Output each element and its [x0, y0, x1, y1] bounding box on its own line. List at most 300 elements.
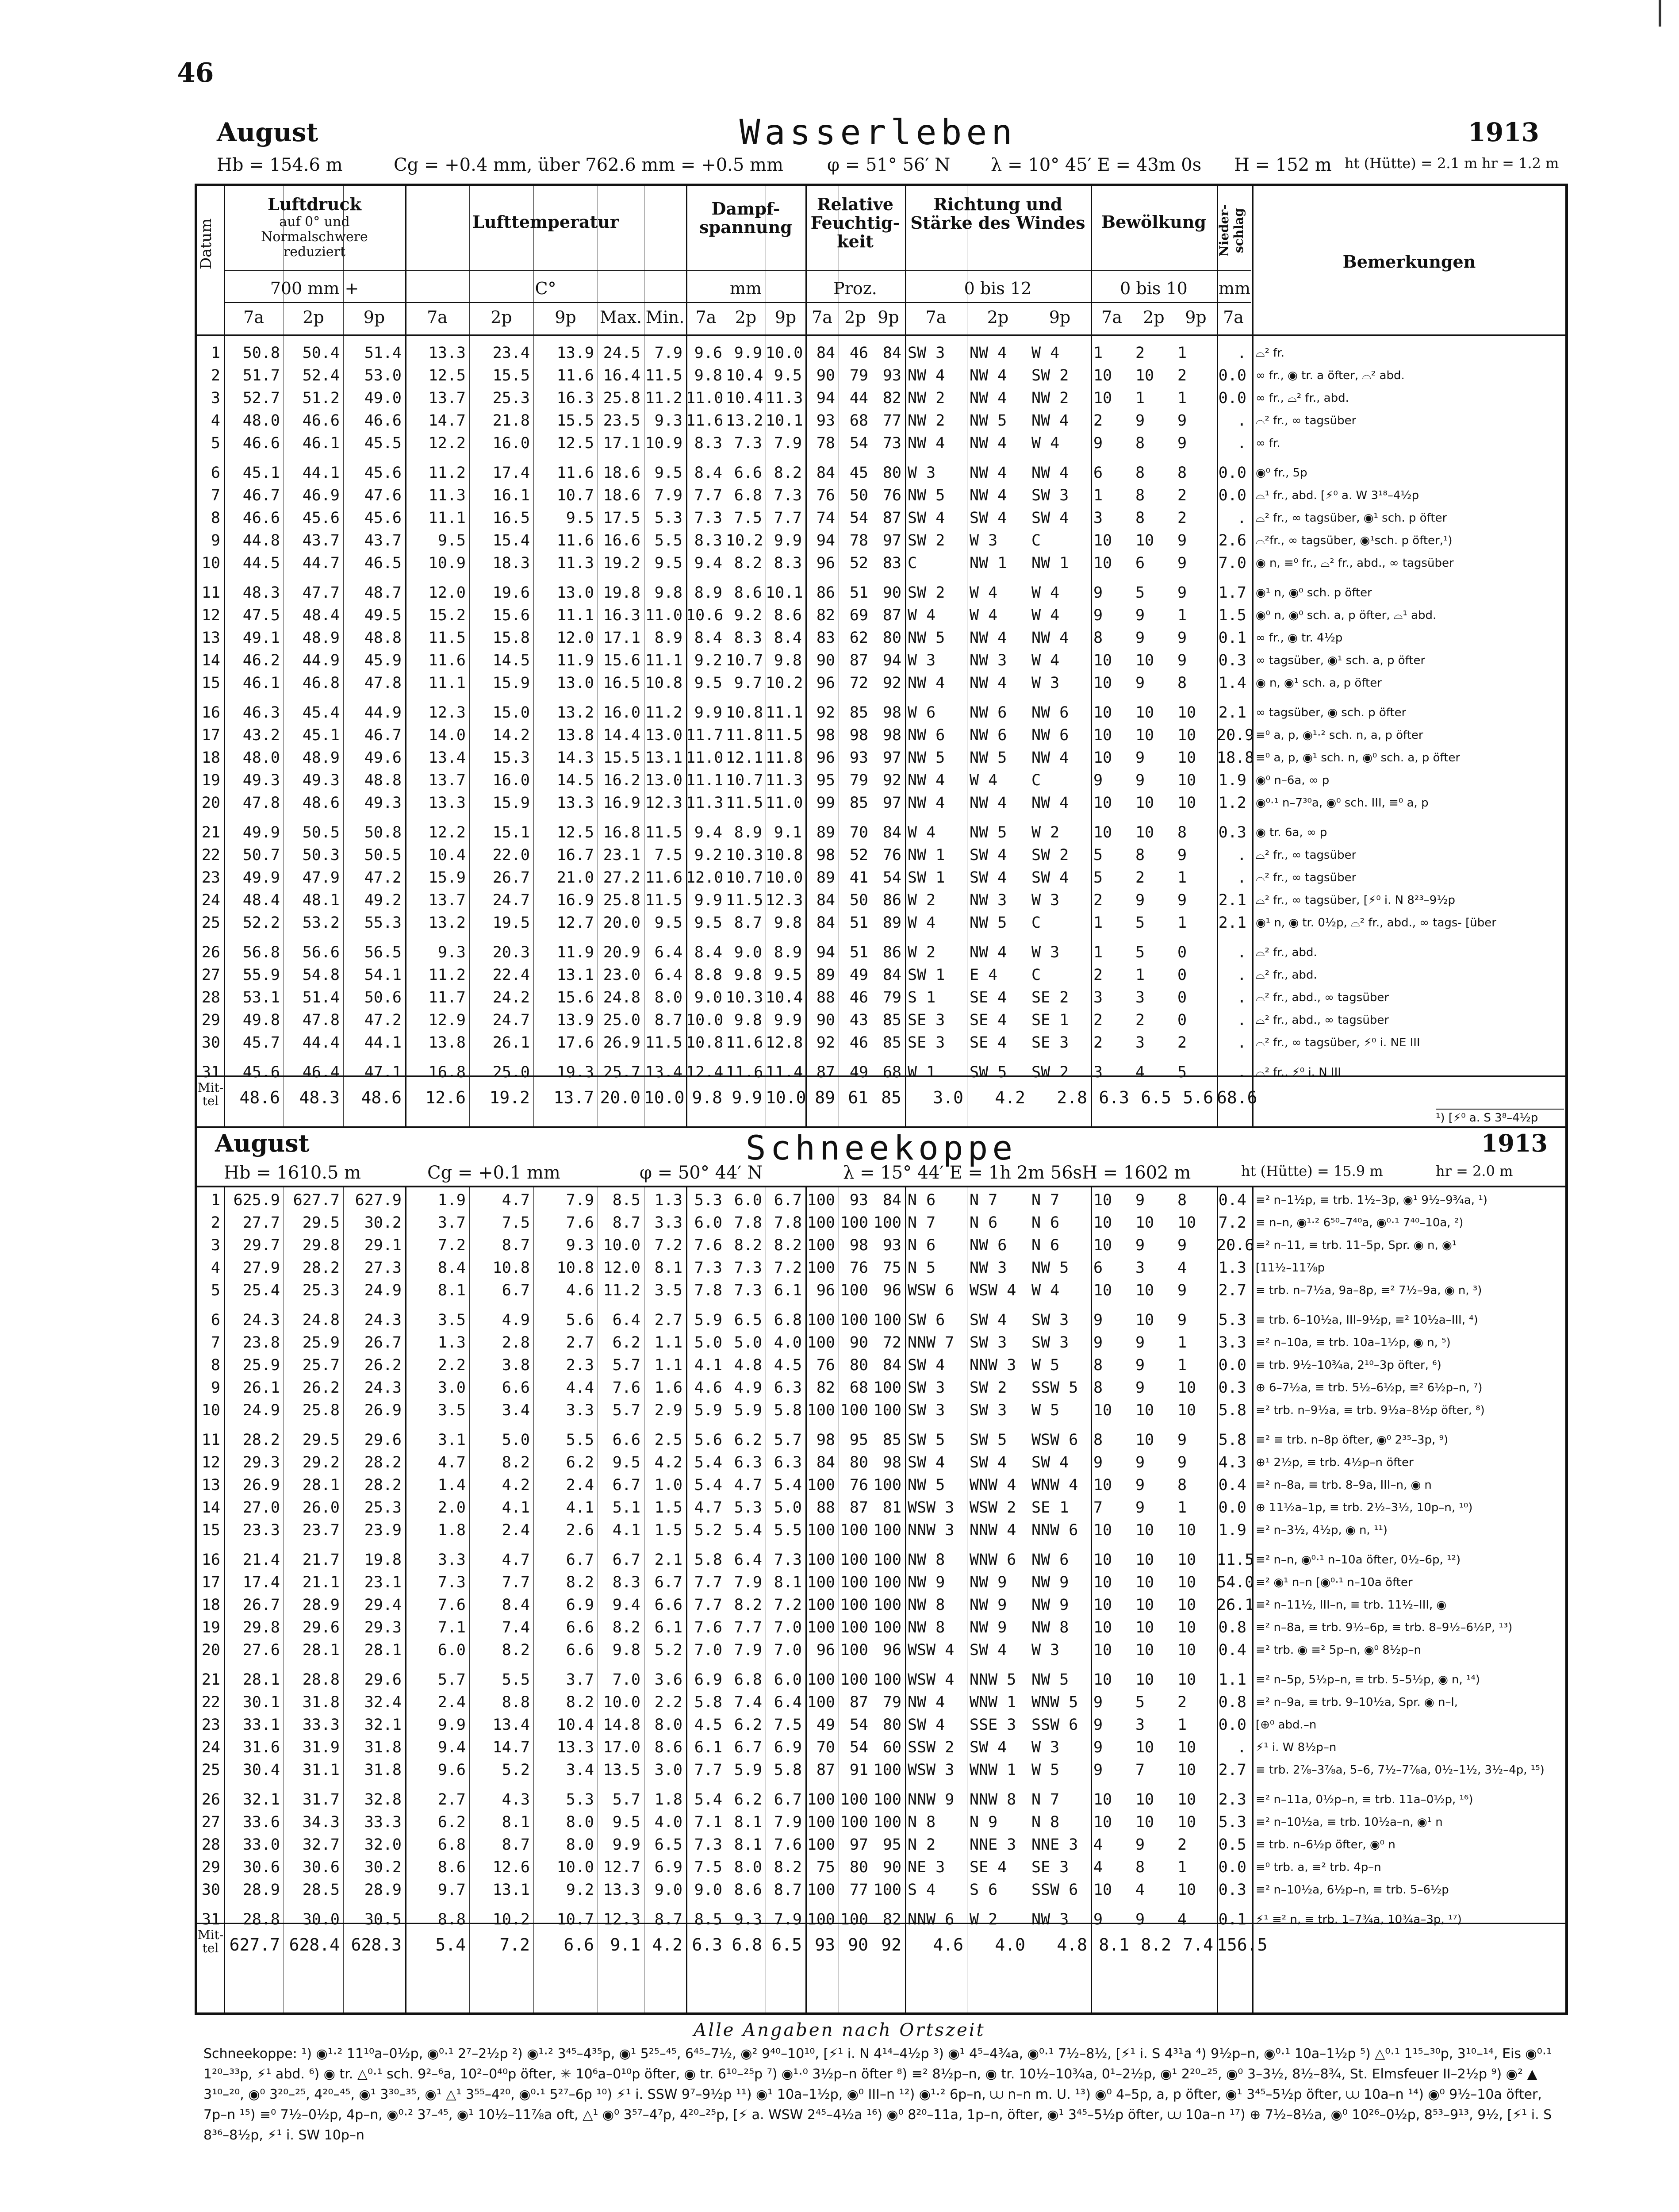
value-cell: 51 [849, 584, 868, 602]
value-cell: 8.3 [612, 1574, 640, 1591]
mittel-value: 6.5 [1141, 1088, 1171, 1107]
value-cell: 17.1 [603, 629, 640, 647]
value-cell: 5.5 [566, 1431, 594, 1449]
value-cell: 8.0 [566, 1836, 594, 1854]
value-cell: 7.0 [694, 1641, 722, 1659]
day-cell: 11 [201, 1431, 220, 1449]
value-cell: NW 4 [1031, 794, 1069, 812]
value-cell: 98 [882, 726, 901, 744]
value-cell: 5.9 [694, 1402, 722, 1419]
mittel-value: 156.5 [1217, 1935, 1268, 1955]
value-cell: 43.7 [364, 532, 402, 549]
value-cell: 1.8 [654, 1791, 682, 1809]
value-cell: 23.4 [492, 344, 530, 362]
value-cell: NW 4 [970, 674, 1007, 692]
value-cell: 72 [882, 1334, 901, 1352]
value-cell: 6.6 [502, 1379, 530, 1397]
table-row [197, 1453, 1565, 1472]
value-cell: 7.5 [694, 1859, 722, 1876]
value-cell: 82 [816, 1379, 835, 1397]
value-cell: 16.2 [603, 772, 640, 789]
value-cell: 7 [1135, 1761, 1145, 1779]
value-cell: 8 [1177, 1476, 1187, 1494]
value-cell: 7.3 [694, 509, 722, 527]
value-cell: 8.3 [694, 434, 722, 452]
value-cell: 94 [882, 652, 901, 669]
value-cell: 11.7 [428, 989, 466, 1006]
value-cell: 24.3 [242, 1311, 280, 1329]
day-cell: 15 [201, 1521, 220, 1539]
value-cell: S 4 [908, 1881, 936, 1899]
value-cell: 10.4 [726, 367, 763, 384]
table-row [197, 1190, 1565, 1210]
value-cell: 99 [816, 794, 835, 812]
day-cell: 12 [201, 1454, 220, 1471]
value-cell: 2.0 [437, 1499, 466, 1517]
value-cell: 28.1 [242, 1671, 280, 1689]
value-cell: SE 3 [908, 1011, 945, 1029]
value-cell: 9.9 [694, 891, 722, 909]
value-cell: NW 3 [1031, 1911, 1069, 1928]
table-row [197, 1213, 1565, 1233]
value-cell: 14.5 [556, 772, 594, 789]
value-cell: 0.8 [1218, 1619, 1246, 1636]
value-cell: 52.2 [242, 914, 280, 932]
remark-cell: ⊕ 11½a–1p, ≡ trb. 2½–3½, 10p–n, ¹⁰) [1256, 1501, 1473, 1514]
value-cell: 14.4 [603, 726, 640, 744]
value-cell: 72 [849, 674, 868, 692]
table-row [197, 1550, 1565, 1570]
value-cell: SW 6 [908, 1311, 945, 1329]
header-datum: Datum [197, 218, 215, 269]
value-cell: 77 [882, 412, 901, 430]
value-cell: 10.8 [556, 1259, 594, 1277]
value-cell: 9 [1135, 1454, 1145, 1471]
value-cell: NW 4 [970, 629, 1007, 647]
value-cell: 47.6 [364, 487, 402, 504]
value-cell: 44.1 [364, 1034, 402, 1052]
day-cell: 25 [201, 1761, 220, 1779]
value-cell: SW 2 [908, 584, 945, 602]
value-cell: 8.2 [774, 464, 802, 482]
value-cell: SW 3 [970, 1402, 1007, 1419]
value-cell: 30.4 [242, 1761, 280, 1779]
value-cell: 11.3 [686, 794, 724, 812]
value-cell: 16.3 [603, 607, 640, 624]
day-cell: 7 [211, 487, 220, 504]
header-luftdruck-sub: auf 0° und Normalschwere reduziert [261, 214, 368, 260]
value-cell: 84 [882, 344, 901, 362]
value-cell: 85 [882, 1431, 901, 1449]
value-cell: 8.4 [694, 464, 722, 482]
value-cell: 34.3 [302, 1813, 340, 1831]
value-cell: 97 [849, 1836, 868, 1854]
value-cell: 10.0 [766, 344, 803, 362]
value-cell: N 7 [1031, 1191, 1060, 1209]
value-cell: 8 [1177, 464, 1187, 482]
value-cell: 3.0 [437, 1379, 466, 1397]
value-cell: 84 [816, 344, 835, 362]
value-cell: 0.4 [1218, 1191, 1246, 1209]
value-cell: NW 4 [908, 1694, 945, 1711]
day-cell: 4 [211, 412, 220, 430]
value-cell: 76 [849, 1259, 868, 1277]
unit-rule [224, 270, 1251, 271]
value-cell: 49 [849, 966, 868, 984]
value-cell: 7.3 [437, 1574, 466, 1591]
value-cell: 45.4 [302, 704, 340, 722]
value-cell: 96 [816, 554, 835, 572]
value-cell: 21.4 [242, 1551, 280, 1569]
value-cell: 30.6 [242, 1859, 280, 1876]
value-cell: 3.4 [566, 1761, 594, 1779]
value-cell: 16.3 [556, 389, 594, 407]
mittel-value: 9.1 [610, 1935, 640, 1955]
value-cell: 94 [816, 944, 835, 961]
value-cell: 7.5 [774, 1716, 802, 1734]
value-cell: 20.6 [1217, 1237, 1254, 1254]
mittel-value: 48.6 [239, 1088, 280, 1107]
value-cell: 14.7 [492, 1739, 530, 1756]
value-cell: 10.8 [766, 846, 803, 864]
value-cell: 53.2 [302, 914, 340, 932]
value-cell: 25.8 [603, 389, 640, 407]
value-cell: 1 [1093, 487, 1103, 504]
value-cell: 0.1 [1218, 629, 1246, 647]
value-cell: 43.2 [242, 726, 280, 744]
value-cell: 9 [1135, 749, 1145, 767]
value-cell: 46 [849, 344, 868, 362]
value-cell: 10 [1093, 1237, 1112, 1254]
value-cell: 5.4 [694, 1476, 722, 1494]
day-cell: 7 [211, 1334, 220, 1352]
value-cell: W 4 [1031, 1282, 1060, 1299]
value-cell: 8 [1135, 509, 1145, 527]
value-cell: 100 [873, 1402, 901, 1419]
value-cell: 10 [1093, 1402, 1112, 1419]
page-number: 46 [177, 58, 214, 88]
value-cell: 45.1 [302, 726, 340, 744]
value-cell: 10 [1135, 704, 1154, 722]
value-cell: 15.4 [492, 532, 530, 549]
value-cell: 8.9 [774, 944, 802, 961]
value-cell: WSW 4 [970, 1282, 1016, 1299]
value-cell: 25.3 [302, 1282, 340, 1299]
value-cell: 7.7 [694, 487, 722, 504]
value-cell: 5.3 [1218, 1311, 1246, 1329]
value-cell: W 4 [1031, 584, 1060, 602]
mittel-value: 5.4 [435, 1935, 466, 1955]
value-cell: 95 [849, 1431, 868, 1449]
value-cell: 8.2 [734, 1237, 762, 1254]
station2-mittel [197, 1923, 1565, 1968]
value-cell: 5.7 [774, 1431, 802, 1449]
param-hr: hr = 1.2 m [1482, 155, 1559, 172]
remark-cell: ≡ trb. n–6½p öfter, ◉⁰ n [1256, 1838, 1395, 1851]
value-cell: 13.0 [556, 584, 594, 602]
value-cell: 89 [816, 966, 835, 984]
table-row [197, 1258, 1565, 1278]
value-cell: 10.1 [766, 584, 803, 602]
value-cell: 31.9 [302, 1739, 340, 1756]
value-cell: 47.8 [364, 674, 402, 692]
value-cell: 8.2 [774, 1237, 802, 1254]
param2-hr: hr = 2.0 m [1436, 1163, 1513, 1179]
value-cell: 7.6 [437, 1596, 466, 1614]
value-cell: 3.6 [654, 1671, 682, 1689]
value-cell: 6.8 [774, 1311, 802, 1329]
time-subheader: 2p [303, 307, 324, 327]
time-subheader: 2p [987, 307, 1009, 327]
value-cell: 1.5 [654, 1499, 682, 1517]
mittel-value: 6.6 [564, 1935, 594, 1955]
value-cell: W 4 [1031, 652, 1060, 669]
value-cell: 8.4 [694, 944, 722, 961]
value-cell: 25.7 [603, 1064, 640, 1081]
value-cell: SW 4 [970, 846, 1007, 864]
value-cell: 13.7 [428, 772, 466, 789]
value-cell: NNW 6 [908, 1911, 954, 1928]
value-cell: 6.4 [654, 944, 682, 961]
value-cell: 4.7 [437, 1454, 466, 1471]
station1-year: 1913 [1468, 117, 1539, 147]
value-cell: 56.6 [302, 944, 340, 961]
value-cell: SW 2 [970, 1379, 1007, 1397]
value-cell: 10 [1135, 367, 1154, 384]
value-cell: 31.7 [302, 1791, 340, 1809]
value-cell: 15.9 [492, 674, 530, 692]
day-cell: 8 [211, 1356, 220, 1374]
value-cell: 27.2 [603, 869, 640, 887]
remark-cell: ≡ trb. 9½–10¾a, 2¹⁰–3p öfter, ⁶) [1256, 1359, 1441, 1372]
value-cell: 29.4 [364, 1596, 402, 1614]
value-cell: 9.3 [654, 412, 682, 430]
value-cell: 5 [1135, 944, 1145, 961]
value-cell: 9 [1135, 1334, 1145, 1352]
remark-cell: ◉¹ n, ◉ tr. 0½p, ⌓² fr., abd., ∞ tags- [über [1256, 916, 1496, 929]
value-cell: W 3 [1031, 1739, 1060, 1756]
value-cell: 2.6 [1218, 532, 1246, 549]
value-cell: 4 [1093, 1859, 1103, 1876]
value-cell: 13.2 [556, 704, 594, 722]
value-cell: 9 [1135, 1836, 1145, 1854]
value-cell: 10 [1093, 674, 1112, 692]
day-cell: 24 [201, 1739, 220, 1756]
value-cell: 100 [807, 1574, 835, 1591]
value-cell: N 8 [908, 1813, 936, 1831]
value-cell: 14.0 [428, 726, 466, 744]
value-cell: 6.1 [694, 1739, 722, 1756]
value-cell: SW 3 [1031, 487, 1069, 504]
value-cell: 50.6 [364, 989, 402, 1006]
value-cell: 7.6 [694, 1237, 722, 1254]
value-cell: 9 [1135, 891, 1145, 909]
station1-params [217, 155, 1559, 177]
day-cell: 27 [201, 966, 220, 984]
mittel-value: 89 [815, 1088, 835, 1107]
value-cell: 3.3 [1218, 1334, 1246, 1352]
value-cell: SE 3 [1031, 1034, 1069, 1052]
value-cell: 90 [849, 1334, 868, 1352]
value-cell: 8.4 [502, 1596, 530, 1614]
value-cell: 27.3 [364, 1259, 402, 1277]
value-cell: 10 [1093, 1282, 1112, 1299]
value-cell: 2 [1135, 1011, 1145, 1029]
value-cell: 15.3 [492, 749, 530, 767]
value-cell: 11.9 [556, 944, 594, 961]
value-cell: W 2 [908, 944, 936, 961]
value-cell: 10.3 [726, 989, 763, 1006]
value-cell: 46.6 [302, 412, 340, 430]
value-cell: N 7 [970, 1191, 998, 1209]
time-subheader: 2p [1143, 307, 1165, 327]
value-cell: 49.3 [242, 772, 280, 789]
remark-cell: ≡ trb. 2⅞–3⅞a, 5–6, 7½–7⅞a, 0½–1½, 3½–4p, ¹⁵) [1256, 1763, 1545, 1777]
value-cell: 9.2 [694, 652, 722, 669]
value-cell: 23.7 [302, 1521, 340, 1539]
value-cell: 49.9 [242, 824, 280, 841]
value-cell: 10 [1177, 1596, 1196, 1614]
value-cell: NW 8 [908, 1551, 945, 1569]
value-cell: 48.8 [364, 772, 402, 789]
value-cell: 28.2 [364, 1454, 402, 1471]
table-row [197, 583, 1565, 603]
value-cell: 1 [1177, 1716, 1187, 1734]
value-cell: 10 [1135, 1671, 1154, 1689]
value-cell: 8 [1135, 487, 1145, 504]
value-cell: 13.0 [556, 674, 594, 692]
mittel-value: 3.0 [933, 1088, 963, 1107]
table-row [197, 1595, 1565, 1615]
value-cell: 84 [816, 891, 835, 909]
value-cell: NW 8 [1031, 1619, 1069, 1636]
value-cell: 8 [1135, 434, 1145, 452]
value-cell: 1.1 [654, 1356, 682, 1374]
value-cell: 76 [882, 487, 901, 504]
value-cell: 13.5 [603, 1761, 640, 1779]
value-cell: 9.2 [566, 1881, 594, 1899]
time-subheader: 9p [363, 307, 385, 327]
value-cell: SW 3 [908, 1379, 945, 1397]
value-cell: NW 5 [970, 749, 1007, 767]
value-cell: 15.6 [603, 652, 640, 669]
value-cell: 29.8 [242, 1619, 280, 1636]
value-cell: NW 5 [908, 487, 945, 504]
value-cell: 2 [1177, 1694, 1187, 1711]
value-cell: 10 [1177, 1791, 1196, 1809]
value-cell: 10 [1093, 704, 1112, 722]
remark-cell: ≡² n–8a, ≡ trb. 8–9a, III–n, ◉ n [1256, 1479, 1432, 1492]
remark-cell: ≡² n–10a, ≡ trb. 10a–1½p, ◉ n, ⁵) [1256, 1336, 1451, 1349]
value-cell: 1.3 [1218, 1259, 1246, 1277]
value-cell: 9 [1135, 629, 1145, 647]
value-cell: NW 9 [970, 1619, 1007, 1636]
value-cell: 9.9 [774, 532, 802, 549]
value-cell: 13.7 [428, 389, 466, 407]
value-cell: 7.9 [774, 434, 802, 452]
value-cell: 26.9 [364, 1402, 402, 1419]
value-cell: 29.6 [364, 1671, 402, 1689]
value-cell: 10 [1135, 1282, 1154, 1299]
value-cell: 9 [1177, 652, 1187, 669]
value-cell: 16.8 [603, 824, 640, 841]
value-cell: 80 [882, 464, 901, 482]
value-cell: 16.9 [556, 891, 594, 909]
value-cell: 6 [1093, 464, 1103, 482]
value-cell: 100 [840, 1911, 868, 1928]
table-row [197, 553, 1565, 573]
value-cell: SE 1 [1031, 1011, 1069, 1029]
value-cell: SSW 5 [1031, 1379, 1078, 1397]
table-row [197, 726, 1565, 745]
table-row [197, 1790, 1565, 1809]
value-cell: 80 [849, 1859, 868, 1876]
value-cell: 8 [1093, 1431, 1103, 1449]
time-subheader: 7a [925, 307, 947, 327]
value-cell: 8.6 [734, 584, 762, 602]
value-cell: 11.5 [726, 794, 763, 812]
value-cell: WSW 3 [908, 1761, 954, 1779]
value-cell: 7.2 [1218, 1214, 1246, 1232]
value-cell: 46 [849, 1034, 868, 1052]
value-cell: 6.9 [694, 1671, 722, 1689]
day-cell: 2 [211, 1214, 220, 1232]
value-cell: 6.1 [774, 1282, 802, 1299]
value-cell: 11.6 [556, 367, 594, 384]
value-cell: . [1237, 412, 1246, 430]
day-cell: 24 [201, 891, 220, 909]
value-cell: 33.1 [242, 1716, 280, 1734]
value-cell: 6 [1093, 1259, 1103, 1277]
value-cell: 49.9 [242, 869, 280, 887]
remark-cell: ∞ fr., ◉ tr. a öfter, ⌓² abd. [1256, 369, 1405, 382]
value-cell: 10 [1135, 1813, 1154, 1831]
value-cell: 8.1 [502, 1813, 530, 1831]
table-row [197, 1010, 1565, 1030]
value-cell: 9 [1093, 1911, 1103, 1928]
remark-cell: ◉ tr. 6a, ∞ p [1256, 826, 1327, 839]
remark-cell: ◉⁰ n, ◉⁰ sch. a, p öfter, ⌓¹ abd. [1256, 609, 1437, 622]
value-cell: NW 9 [908, 1574, 945, 1591]
value-cell: W 3 [1031, 891, 1060, 909]
remark-cell: ◉⁰·¹ n–7³⁰a, ◉⁰ sch. III, ≡⁰ a, p [1256, 796, 1429, 810]
value-cell: 96 [816, 749, 835, 767]
value-cell: 10.2 [766, 674, 803, 692]
mittel-value: 93 [815, 1935, 835, 1955]
value-cell: NW 6 [1031, 1551, 1069, 1569]
value-cell: 15.6 [556, 989, 594, 1006]
value-cell: SW 2 [908, 532, 945, 549]
value-cell: NW 4 [970, 944, 1007, 961]
value-cell: W 2 [1031, 824, 1060, 841]
value-cell: 5 [1093, 869, 1103, 887]
value-cell: 14.5 [492, 652, 530, 669]
value-cell: W 4 [970, 584, 998, 602]
value-cell: NNE 3 [1031, 1836, 1078, 1854]
table-row [197, 1378, 1565, 1398]
value-cell: 3.5 [437, 1311, 466, 1329]
value-cell: 7.0 [774, 1641, 802, 1659]
value-cell: 2.7 [1218, 1761, 1246, 1779]
remark-cell: ≡² n–5p, 5½p–n, ≡ trb. 5–5½p, ◉ n, ¹⁴) [1256, 1673, 1480, 1686]
value-cell: 11.0 [645, 607, 682, 624]
value-cell: NW 4 [908, 794, 945, 812]
header-feuchtigkeit-unit: Proz. [833, 279, 877, 298]
value-cell: 100 [873, 1619, 901, 1636]
value-cell: N 6 [1031, 1214, 1060, 1232]
header-bewoelkung: Bewölkung [1101, 212, 1206, 232]
value-cell: 11.1 [428, 509, 466, 527]
